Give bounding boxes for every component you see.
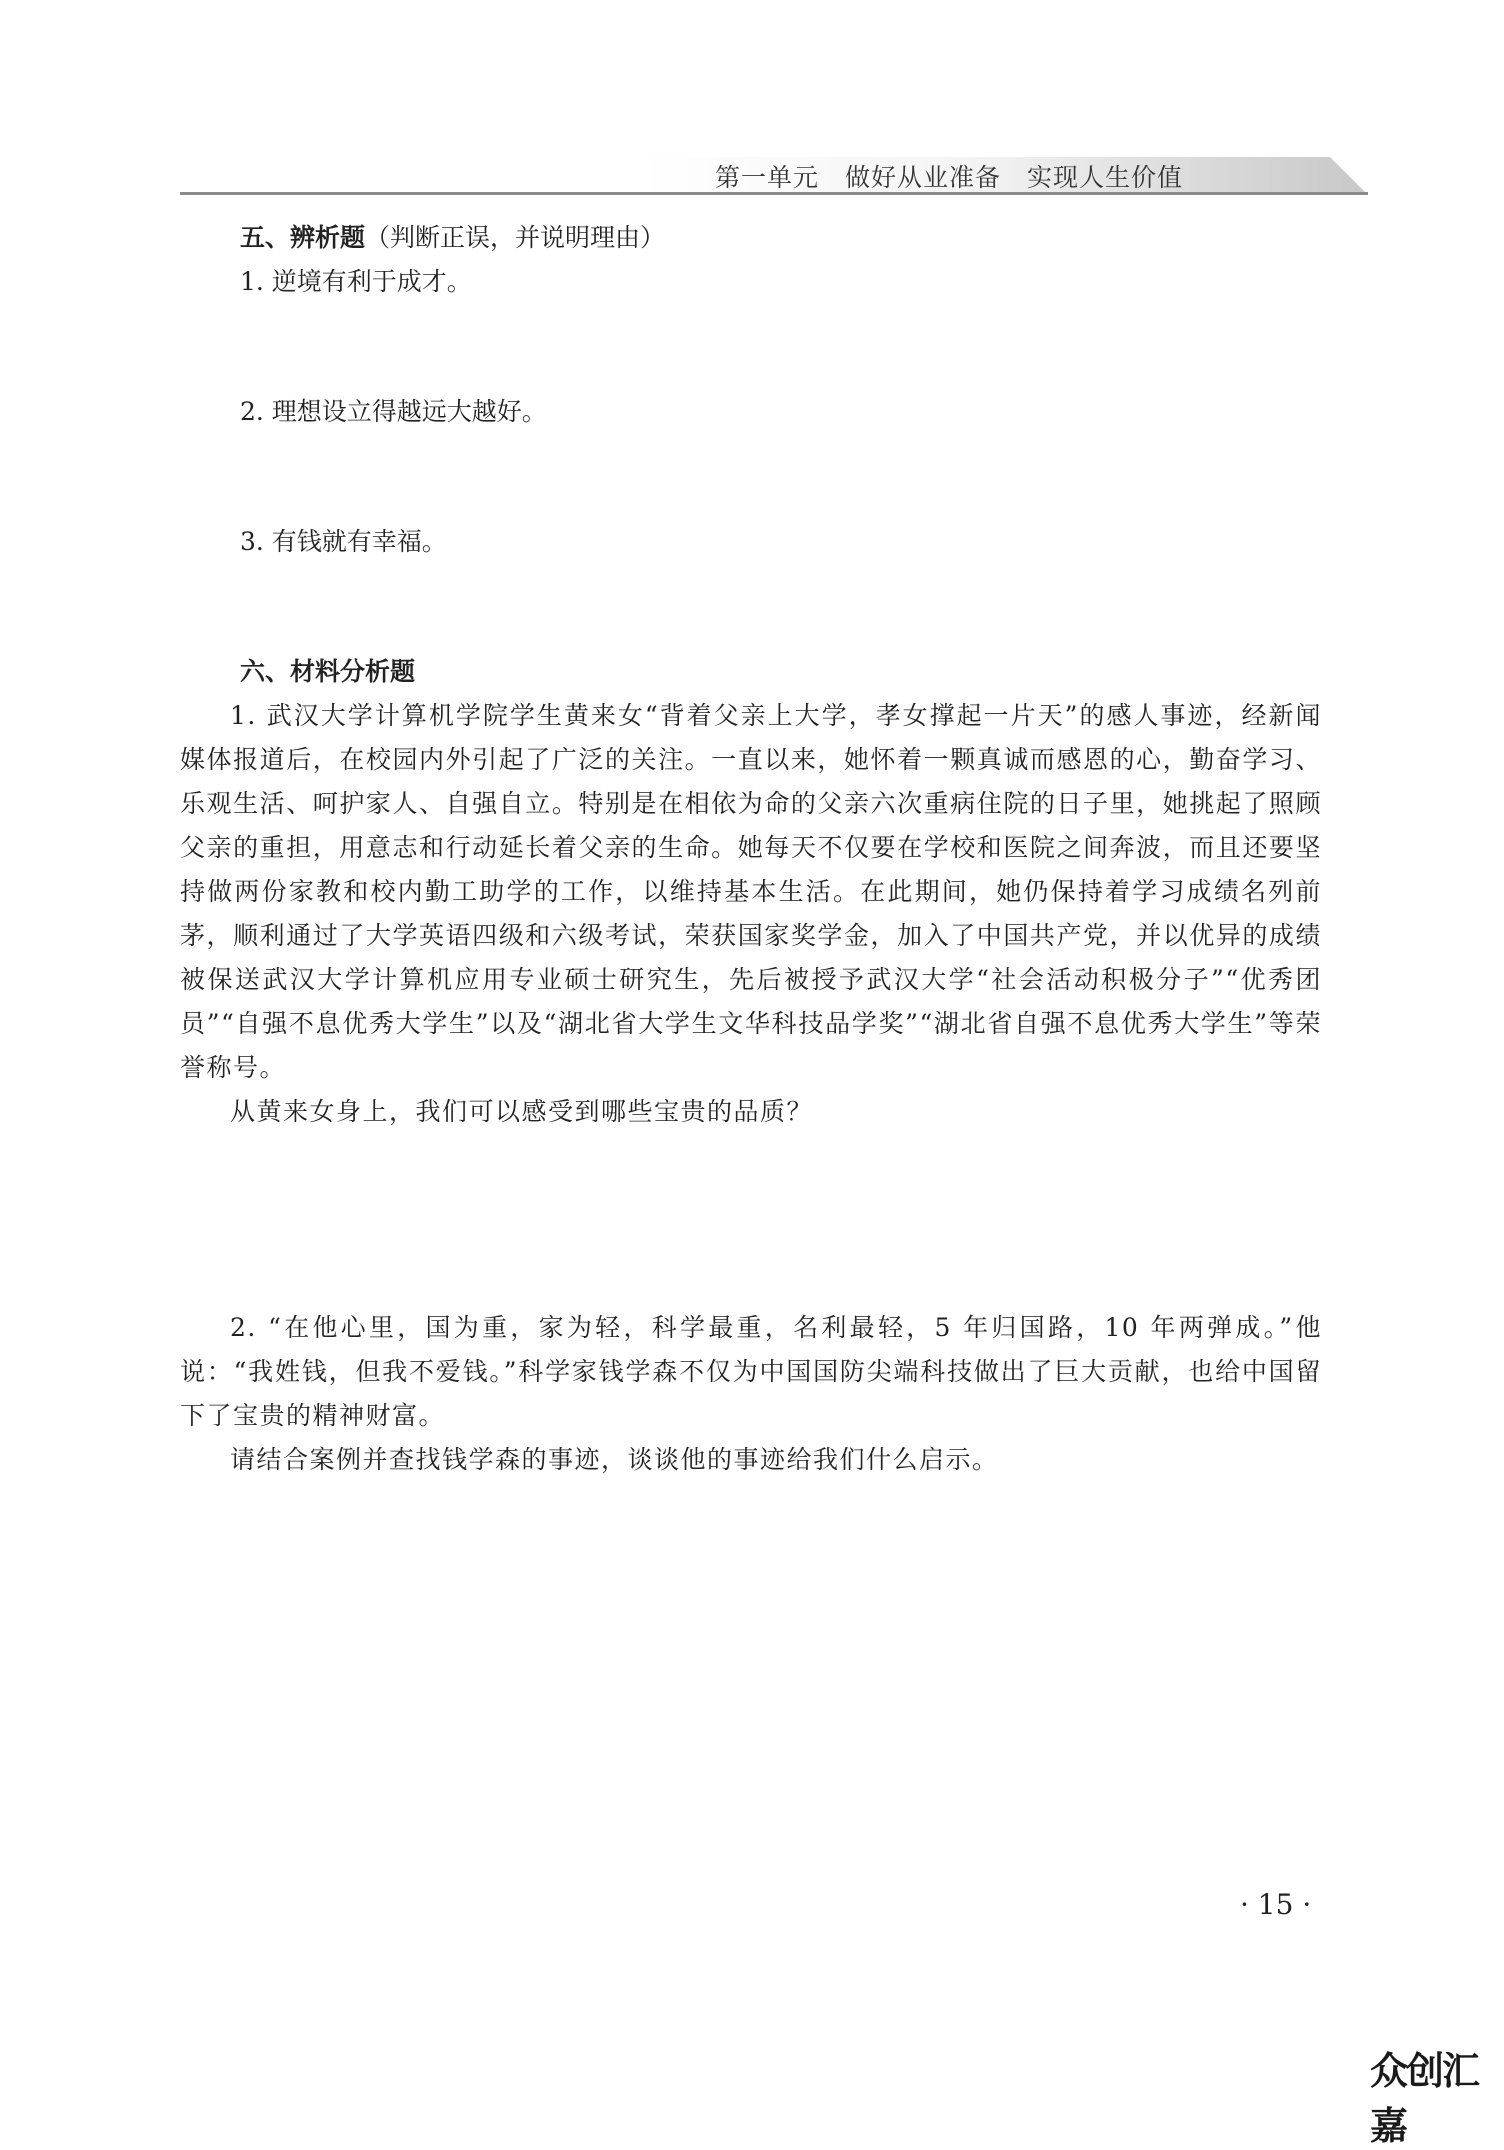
question-3: 3. 有钱就有幸福。 bbox=[240, 527, 447, 556]
material-2-question: 请结合案例并查找钱学森的事迹，谈谈他的事迹给我们什么启示。 bbox=[230, 1445, 999, 1474]
material-1-paragraph: 1. 武汉大学计算机学院学生黄来女“背着父亲上大学，孝女撑起一片天”的感人事迹，经新闻媒体报道后，在校园内外引起了广泛的关注。一直以来，她怀着一颗真诚而感恩的心，勤奋学习、乐观生活、呵护家人、自强自立。特别是在相依为命的父亲六次重病住院的日子里，她挑起了照顾父亲的重担，用意志和行动延长着父亲的生命。她每天不仅要在学校和医院之间奔波，而且还要坚持做两份家教和校内勤工助学的工作，以维持基本生活。在此期间，她仍保持着学习成绩名列前茅，顺利通过了大学英语四级和六级考试，荣获国家奖学金，加入了中国共产党，并以优异的成绩被保送武汉大学计算机应用专业硕士研究生，先后被授予武汉大学“社会活动积极分子”“优秀团员”“自强不息优秀大学生”以及“湖北省大学生文华科技品学奖”“湖北省自强不息优秀大学生”等荣誉称号。 bbox=[180, 701, 1322, 1082]
section-title-text: 五、辨析题 bbox=[240, 223, 366, 252]
page-number: · 15 · bbox=[1240, 1888, 1312, 1921]
question-2: 2. 理想设立得越远大越好。 bbox=[240, 397, 547, 426]
question-1: 1. 逆境有利于成才。 bbox=[240, 267, 472, 296]
material-1-question: 从黄来女身上，我们可以感受到哪些宝贵的品质？ bbox=[230, 1097, 814, 1126]
watermark-logo: 众创汇嘉 bbox=[1370, 2049, 1479, 2148]
running-header-title: 第一单元 做好从业准备 实现人生价值 bbox=[715, 163, 1184, 192]
material-2-paragraph: 2. “在他心里，国为重，家为轻，科学最重，名利最轻，5 年归国路，10 年两弹成。”他说：“我姓钱，但我不爱钱。”科学家钱学森不仅为中国国防尖端科技做出了巨大贡献，也给中国留下了宝贵的精神财富。 bbox=[180, 1313, 1322, 1430]
section-title-material: 六、材料分析题 bbox=[240, 657, 416, 686]
section-title-analysis bbox=[240, 216, 665, 260]
section-title-note: （判断正误，并说明理由） bbox=[365, 223, 666, 252]
